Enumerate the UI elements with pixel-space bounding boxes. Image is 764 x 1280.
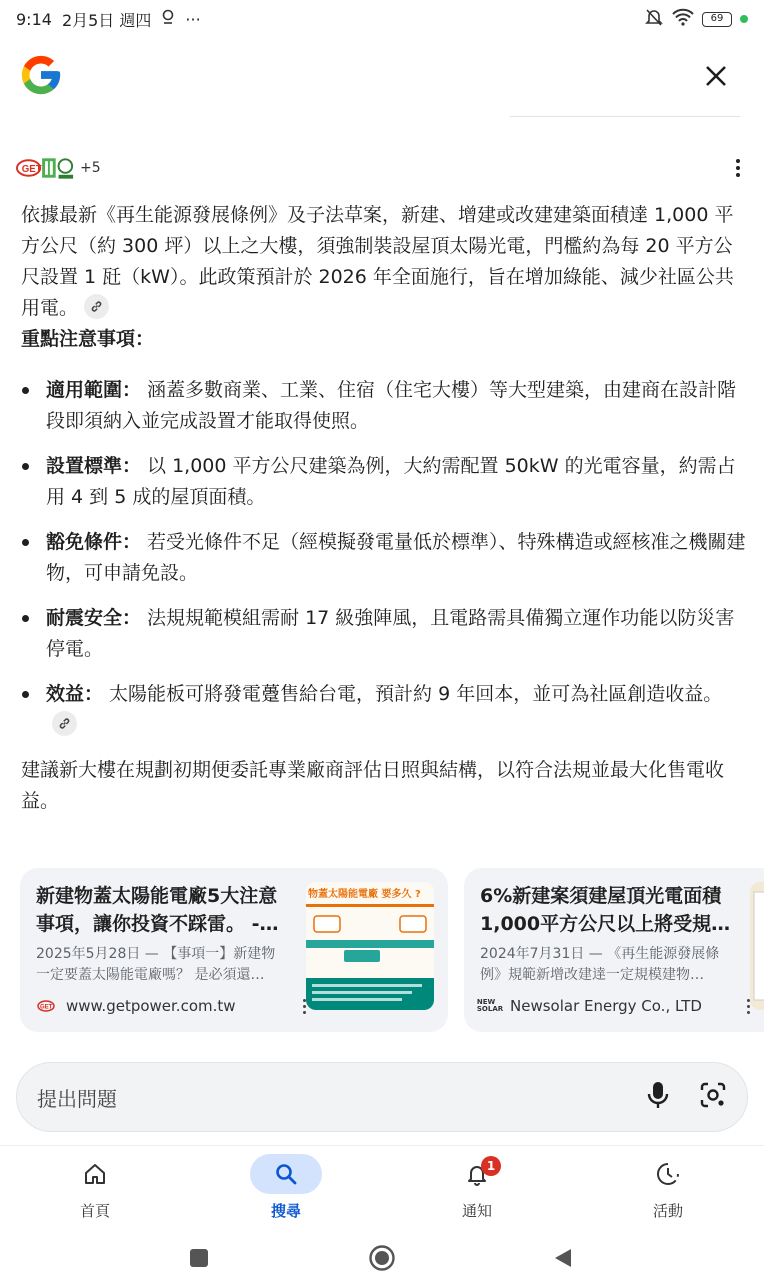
privacy-dot	[740, 15, 748, 23]
microphone-icon[interactable]	[647, 1081, 669, 1113]
card-site: GET www.getpower.com.tw	[36, 994, 306, 1018]
wifi-icon	[672, 8, 694, 30]
close-icon	[698, 58, 734, 94]
battery-icon: 69	[702, 12, 732, 27]
status-bar	[0, 0, 764, 38]
list-item: 適用範圍： 涵蓋多數商業、工業、住宿（住宅大樓）等大型建築，由建商在設計階段即須納入並完成設置才能取得使照。	[21, 375, 746, 437]
nav-home[interactable]: 首頁	[35, 1154, 155, 1224]
card-site: NEW SOLAR Newsolar Energy Co., LTD	[480, 994, 750, 1018]
more-options-icon[interactable]	[728, 154, 748, 182]
citation-link-icon[interactable]	[84, 294, 109, 319]
back-button[interactable]	[543, 1238, 583, 1278]
nav-activity[interactable]: 活動	[608, 1154, 728, 1224]
circle-icon	[368, 1244, 396, 1272]
list-item: 效益： 太陽能板可將發電躉售給台電，預計約 9 年回本，並可為社區創造收益。	[21, 679, 746, 741]
answer-conclusion: 建議新大樓在規劃初期便委託專業廠商評估日照與結構，以符合法規並最大化售電收益。	[21, 759, 725, 812]
home-button[interactable]	[362, 1238, 402, 1278]
card-thumbnail	[750, 882, 764, 1010]
list-item: 耐震安全： 法規規範模組需耐 17 級強陣風，且電路需具備獨立運作功能以防災害停電。	[21, 603, 746, 665]
answer-intro: 依據最新《再生能源發展條例》及子法草案，新建、增建或改建建築面積達 1,000 平方公尺（約 300 坪）以上之大樓，須強制裝設屋頂太陽光電，門檻約為每 20 平方公尺設置 1 瓩（kW）。此政策預計於 2026 年全面施行，旨在增加綠能、減少社區公共用電。	[21, 204, 734, 319]
source-count[interactable]: +5	[80, 160, 101, 176]
search-icon[interactable]	[250, 1154, 322, 1194]
citation-link-icon[interactable]	[52, 711, 77, 736]
getpower-logo-icon	[16, 154, 76, 182]
status-date: 2月5日 週四	[61, 10, 152, 30]
list-item: 設置標準： 以 1,000 平方公尺建築為例，大約需配置 50kW 的光電容量，約需占用 4 到 5 成的屋頂面積。	[21, 451, 746, 513]
lens-status-icon	[161, 9, 175, 29]
card-snippet: 2024年7月31日 — 《再生能源發展條 例》規範新增改建達一定規模建物…	[480, 946, 720, 983]
card-title[interactable]: 新建物蓋太陽能電廠5大注意 事項，讓你投資不踩雷。 -…	[36, 885, 279, 935]
section-title: 重點注意事項：	[21, 328, 155, 350]
svg-text:物蓋太陽能電廠 要多久 ?: 物蓋太陽能電廠 要多久 ?	[308, 889, 421, 900]
list-item: 豁免條件： 若受光條件不足（經模擬發電量低於標準）、特殊構造或經核准之機關建物，可申請免設。	[21, 527, 746, 589]
status-more: ···	[185, 9, 201, 29]
recents-button[interactable]	[179, 1238, 219, 1278]
notification-badge: 1	[481, 1156, 501, 1176]
lens-camera-icon[interactable]	[699, 1081, 727, 1113]
mute-icon	[644, 7, 664, 31]
activity-icon[interactable]	[632, 1154, 704, 1194]
top-bar	[0, 44, 764, 106]
getpower-favicon-icon	[36, 998, 56, 1014]
system-nav-bar	[0, 1228, 764, 1280]
nav-notifications[interactable]: 1 通知	[417, 1154, 537, 1224]
ask-input[interactable]	[16, 1062, 748, 1132]
close-button[interactable]	[698, 58, 734, 94]
source-card-getpower[interactable]	[20, 868, 448, 1032]
card-title[interactable]: 6%新建案須建屋頂光電面積 1,000平方公尺以上將受規…	[480, 885, 731, 935]
google-g-logo-icon	[18, 52, 64, 98]
ask-placeholder: 提出問題	[37, 1086, 117, 1111]
svg-text:GET: GET	[21, 163, 42, 175]
nav-search[interactable]: 搜尋	[226, 1154, 346, 1224]
source-logos[interactable]	[16, 154, 76, 182]
divider	[510, 116, 740, 117]
key-points-list	[21, 375, 746, 741]
source-cards	[20, 868, 764, 1032]
square-icon	[189, 1248, 209, 1268]
status-time: 9:14	[16, 9, 52, 29]
bell-icon[interactable]	[441, 1154, 513, 1194]
newsolar-favicon-icon: NEW SOLAR	[476, 998, 504, 1013]
svg-text:GET: GET	[40, 1004, 53, 1011]
back-triangle-icon	[552, 1247, 574, 1269]
card-thumbnail	[306, 882, 434, 1010]
ai-answer	[21, 200, 746, 817]
home-icon[interactable]	[59, 1154, 131, 1194]
source-row[interactable]	[16, 152, 748, 184]
card-snippet: 2025年5月28日 — 【事項一】新建物 一定要蓋太陽能電廠嗎？ 是必須還…	[36, 946, 276, 983]
bottom-nav	[0, 1145, 764, 1227]
source-card-newsolar[interactable]	[464, 868, 764, 1032]
